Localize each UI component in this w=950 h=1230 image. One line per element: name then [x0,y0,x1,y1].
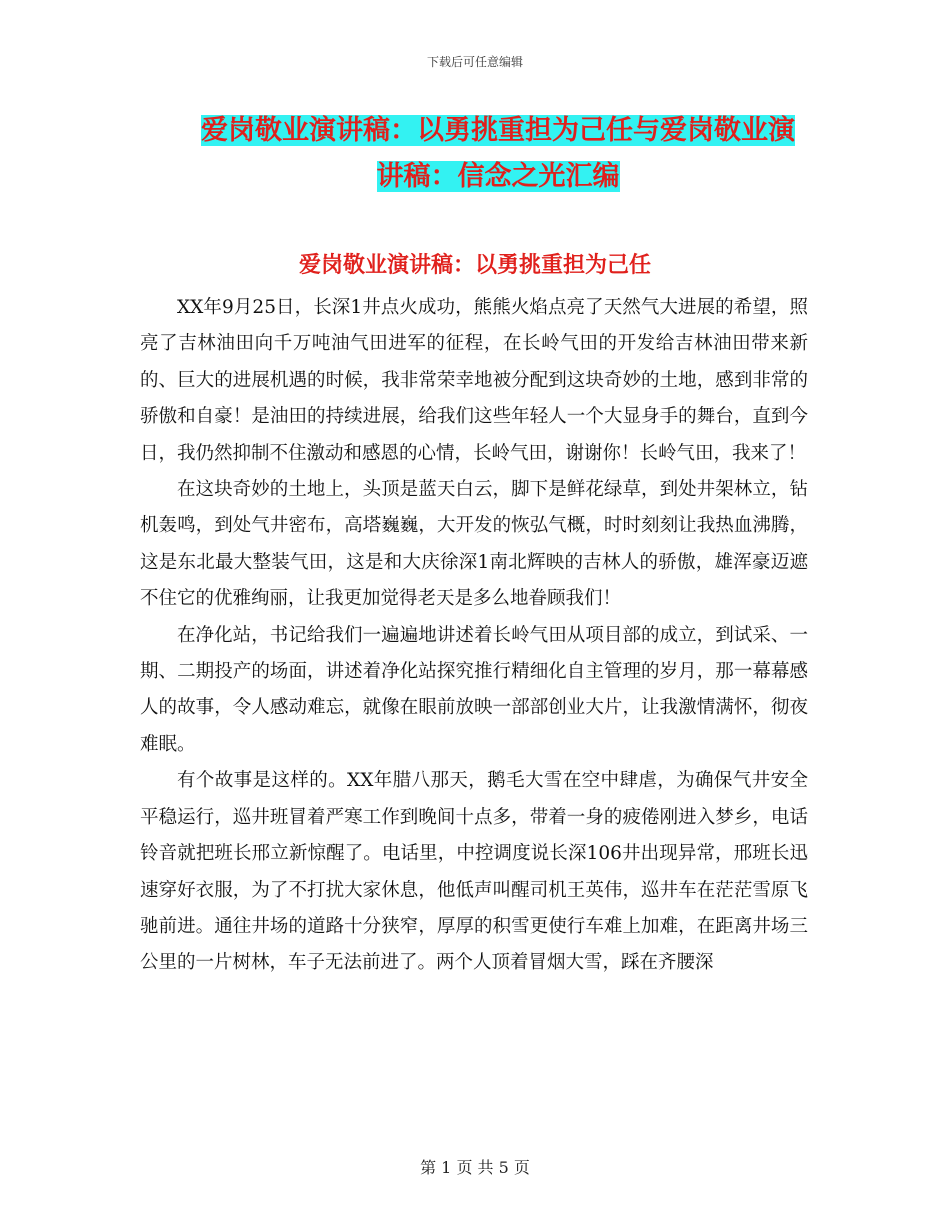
header-note: 下载后可任意编辑 [426,55,523,69]
page-footer: 第 1 页 共 5 页 [420,1158,530,1177]
paragraph: 在这块奇妙的土地上，头顶是蓝天白云，脚下是鲜花绿草，到处井架林立，钻机轰鸣，到处气井密布，高塔巍巍，大开发的恢弘气概，时时刻刻让我热血沸腾，这是东北最大整装气田，这是和大庆徐深1南北辉映的吉林人的骄傲，雄浑豪迈遮不住它的优雅绚丽，让我更加觉得老天是多么地眷顾我们！ [140,479,808,610]
document-body [140,290,808,982]
section-title: 爱岗敬业演讲稿：以勇挑重担为己任 [298,253,651,278]
paragraph: 在净化站，书记给我们一遍遍地讲述着长岭气田从项目部的成立，到试采、一期、二期投产的场面，讲述着净化站探究推行精细化自主管理的岁月，那一幕幕感人的故事，令人感动难忘，就像在眼前放映一部部创业大片，让我激情满怀，彻夜难眠。 [140,624,808,755]
document-title-text: 爱岗敬业演讲稿：以勇挑重担为己任与爱岗敬业演讲稿：信念之光汇编 [201,115,795,192]
document-title [188,108,808,200]
paragraph: XX年9月25日，长深1井点火成功，熊熊火焰点亮了天然气大进展的希望，照亮了吉林油田向千万吨油气田进军的征程，在长岭气田的开发给吉林油田带来新的、巨大的进展机遇的时候，我非常荣幸地被分配到这块奇妙的土地，感到非常的骄傲和自豪！是油田的持续进展，给我们这些年轻人一个大显身手的舞台，直到今日，我仍然抑制不住激动和感恩的心情，长岭气田，谢谢你！长岭气田，我来了！ [140,297,808,464]
paragraph: 有个故事是这样的。XX年腊八那天，鹅毛大雪在空中肆虐，为确保气井安全平稳运行，巡井班冒着严寒工作到晚间十点多，带着一身的疲倦刚进入梦乡，电话铃音就把班长邢立新惊醒了。电话里，中控调度说长深106井出现异常，邢班长迅速穿好衣服，为了不打扰大家休息，他低声叫醒司机王英伟，巡井车在茫茫雪原飞驰前进。通往井场的道路十分狭窄，厚厚的积雪更使行车难上加难，在距离井场三公里的一片树林，车子无法前进了。两个人顶着冒烟大雪，踩在齐腰深 [140,770,808,974]
